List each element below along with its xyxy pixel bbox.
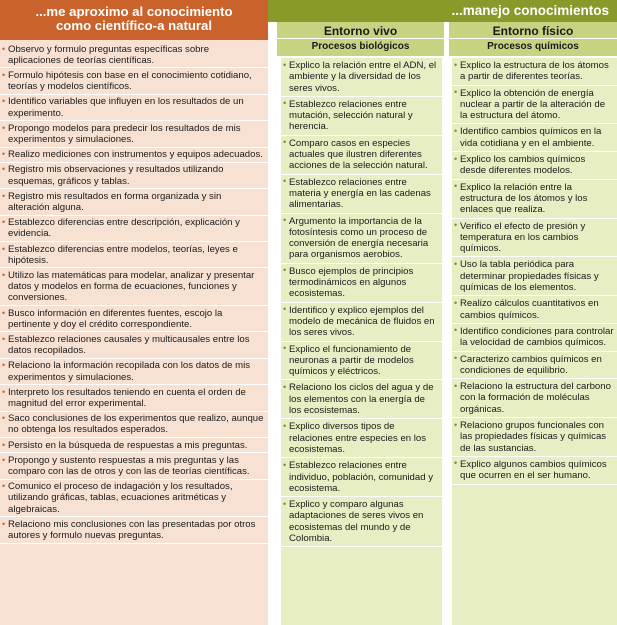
bullet-icon: •: [283, 98, 287, 109]
item-text: Relaciono grupos funcionales con las propiedades físicas y químicas de las sustancias.: [460, 420, 607, 454]
entorno-fisico-item: [452, 352, 617, 380]
entorno-vivo-item: [281, 136, 442, 175]
bullet-icon: •: [2, 96, 6, 107]
item-text: Establezco diferencias entre descripción, explicación y evidencia.: [8, 217, 240, 240]
bullet-icon: •: [283, 215, 287, 226]
entorno-fisico-item: [452, 180, 617, 219]
item-text: Saco conclusiones de los experimentos que realizo, aunque no obtenga los resultados esperados.: [8, 413, 264, 436]
bullet-icon: •: [454, 458, 458, 469]
bullet-icon: •: [283, 381, 287, 392]
entorno-vivo-item: [281, 497, 442, 547]
bullet-icon: •: [454, 125, 458, 136]
bullet-icon: •: [2, 360, 6, 371]
bullet-icon: •: [2, 518, 6, 529]
bullet-icon: •: [2, 454, 6, 465]
bullet-icon: •: [283, 176, 287, 187]
item-text: Explico diversos tipos de relaciones entre especies en los ecosistemas.: [289, 421, 427, 455]
item-text: Interpreto los resultados teniendo en cuenta el orden de magnitud del error experimental.: [8, 386, 246, 409]
bullet-icon: •: [2, 149, 6, 160]
left-list-item: [0, 68, 268, 94]
bullet-icon: •: [283, 343, 287, 354]
entorno-vivo-header: [277, 22, 444, 56]
bullet-icon: •: [2, 481, 6, 492]
right-header: ...manejo conocimientos: [268, 0, 617, 22]
bullet-icon: •: [283, 498, 287, 509]
left-column-header: [0, 0, 268, 40]
bullet-icon: •: [283, 459, 287, 470]
left-list-item: [0, 95, 268, 121]
entorno-vivo-title: Entorno vivo: [277, 22, 444, 39]
bullet-icon: •: [2, 164, 6, 175]
entorno-fisico-item: [452, 457, 617, 485]
left-list-item: [0, 189, 268, 215]
item-text: Uso la tabla periódica para determinar propiedades físicas y químicas de los elementos.: [460, 259, 599, 294]
bullet-icon: •: [283, 304, 287, 315]
bullet-icon: •: [2, 243, 6, 254]
item-text: Establezco diferencias entre modelos, teorías, leyes e hipótesis.: [8, 243, 238, 266]
item-text: Explico la obtención de energía nuclear a partir de la alteración de la estructura del átomo.: [460, 87, 606, 122]
entorno-fisico-item: [452, 379, 617, 418]
bullet-icon: •: [283, 420, 287, 431]
left-column: [0, 0, 268, 625]
bullet-icon: •: [454, 297, 458, 308]
item-text: Relaciono mis conclusiones con las presentadas por otros autores y formulo nuevas preguntas.: [8, 518, 256, 542]
item-text: Explico la relación entre la estructura de los átomos y los enlaces que realiza.: [460, 181, 588, 216]
bullet-icon: •: [454, 419, 458, 430]
left-list-item: [0, 42, 268, 68]
item-text: Establezco relaciones entre materia y energía en las cadenas alimentarias.: [289, 176, 431, 211]
left-list-item: [0, 359, 268, 385]
left-list-item: [0, 268, 268, 306]
entorno-fisico-item: [452, 58, 617, 86]
left-list-item: [0, 480, 268, 518]
bullet-icon: •: [454, 59, 458, 70]
entorno-vivo-item: [281, 214, 442, 264]
item-text: Comunico el proceso de indagación y los resultados, utilizando gráficas, tablas, ecuaciones aritméticas y algebraicas.: [8, 481, 233, 515]
entorno-fisico-title: Entorno físico: [449, 22, 617, 39]
item-text: Busco información en diferentes fuentes, escojo la pertinente y doy el crédito correspondiente.: [8, 307, 223, 330]
entorno-vivo-item: [281, 303, 442, 342]
left-title-line-1: ...me aproximo al conocimiento: [35, 4, 233, 19]
bullet-icon: •: [454, 380, 458, 391]
entorno-vivo-item: [281, 419, 442, 458]
bullet-icon: •: [2, 217, 6, 228]
entorno-fisico-item: [452, 324, 617, 352]
entorno-vivo-item: [281, 58, 442, 97]
entorno-fisico-header: [449, 22, 617, 56]
entorno-vivo-item: [281, 97, 442, 136]
item-text: Identifico variables que influyen en los resultados de un experimento.: [8, 96, 244, 119]
bullet-icon: •: [2, 269, 6, 280]
bullet-icon: •: [2, 43, 6, 54]
item-text: Identifico cambios químicos en la vida cotidiana y en el ambiente.: [460, 126, 602, 149]
procesos-biologicos-title: Procesos biológicos: [311, 41, 410, 52]
item-text: Propongo modelos para predecir los resultados de mis experimentos y simulaciones.: [8, 122, 241, 145]
left-list-item: [0, 163, 268, 189]
item-text: Persisto en la búsqueda de respuestas a mis preguntas.: [8, 439, 248, 451]
bullet-icon: •: [283, 265, 287, 276]
left-list-item: [0, 332, 268, 358]
left-list-item: [0, 412, 268, 438]
item-text: Relaciono los ciclos del agua y de los elementos con la energía de los ecosistemas.: [289, 382, 434, 417]
entorno-fisico-item: [452, 418, 617, 457]
entorno-fisico-item: [452, 219, 617, 258]
left-item-list: [0, 40, 268, 625]
bullet-icon: •: [454, 181, 458, 192]
item-text: Explico la estructura de los átomos a partir de diferentes teorías.: [460, 60, 609, 83]
item-text: Explico algunos cambios químicos que ocurren en el ser humano.: [460, 458, 607, 482]
entorno-vivo-item: [281, 175, 442, 214]
left-title-line-2: como científico-a natural: [55, 18, 213, 33]
item-text: Observo y formulo preguntas específicas sobre aplicaciones de teorías científicas.: [8, 43, 210, 66]
bullet-icon: •: [2, 69, 6, 80]
bullet-icon: •: [454, 87, 458, 98]
entorno-vivo-list: [281, 58, 442, 625]
item-text: Relaciono la estructura del carbono con la formación de moléculas orgánicas.: [460, 381, 611, 415]
bullet-icon: •: [2, 413, 6, 424]
entorno-vivo-item: [281, 342, 442, 381]
bullet-icon: •: [454, 220, 458, 231]
item-text: Explico y comparo algunas adaptaciones de seres vivos en ecosistemas del mundo y de Colombia.: [289, 499, 424, 544]
entorno-vivo-item: [281, 380, 442, 419]
item-text: Identifico condiciones para controlar la velocidad de cambios químicos.: [460, 325, 614, 349]
item-text: Explico los cambios químicos desde diferentes modelos.: [460, 154, 586, 177]
item-text: Utilizo las matemáticas para modelar, analizar y presentar datos y modelos en forma de ecuaciones, funciones y conversiones.: [8, 269, 255, 304]
bullet-icon: •: [283, 59, 287, 70]
item-text: Registro mis resultados en forma organizada y sin alteración alguna.: [8, 190, 222, 213]
procesos-quimicos-title: Procesos químicos: [487, 41, 579, 52]
item-text: Caracterizo cambios químicos en condiciones de equilibrio.: [460, 353, 602, 376]
left-list-item: [0, 517, 268, 543]
left-list-item: [0, 453, 268, 479]
bullet-icon: •: [2, 190, 6, 201]
bullet-icon: •: [454, 258, 458, 269]
bullet-icon: •: [454, 353, 458, 364]
item-text: Identifico y explico ejemplos del modelo de mecánica de fluidos en los seres vivos.: [289, 304, 435, 339]
entorno-fisico-item: [452, 257, 617, 296]
bullet-icon: •: [454, 153, 458, 164]
bullet-icon: •: [2, 439, 6, 450]
bullet-icon: •: [2, 122, 6, 133]
left-list-item: [0, 216, 268, 242]
bullet-icon: •: [2, 333, 6, 344]
bullet-icon: •: [2, 386, 6, 397]
left-list-item: [0, 242, 268, 268]
left-list-item: [0, 438, 268, 453]
left-list-item: [0, 306, 268, 332]
left-list-item: [0, 385, 268, 411]
item-text: Establezco relaciones causales y multicausales entre los datos recopilados.: [8, 333, 250, 357]
item-text: Verifico el efecto de presión y temperatura en los cambios químicos.: [460, 220, 586, 255]
item-text: Establezco relaciones entre mutación, selección natural y herencia.: [289, 98, 413, 133]
entorno-fisico-item: [452, 152, 617, 180]
entorno-vivo-item: [281, 458, 442, 497]
entorno-vivo-item: [281, 264, 442, 303]
entorno-fisico-item: [452, 86, 617, 125]
entorno-fisico-item: [452, 296, 617, 324]
entorno-fisico-item: [452, 124, 617, 152]
item-text: Argumento la importancia de la fotosíntesis como un proceso de conversión de energía necesaria para organismos aerobios.: [289, 215, 429, 261]
bullet-icon: •: [2, 307, 6, 318]
bullet-icon: •: [454, 325, 458, 336]
item-text: Realizo mediciones con instrumentos y equipos adecuados.: [8, 149, 263, 161]
left-list-item: [0, 121, 268, 147]
item-text: Comparo casos en especies actuales que ilustren diferentes acciones de la selección natural.: [289, 137, 428, 172]
entorno-fisico-list: [452, 58, 617, 625]
bullet-icon: •: [283, 137, 287, 148]
item-text: Propongo y sustento respuestas a mis preguntas y las comparo con las de otros y con las de teorías científicas.: [8, 454, 250, 477]
item-text: Relaciono la información recopilada con los datos de mis experimentos y simulaciones.: [8, 360, 251, 383]
item-text: Realizo cálculos cuantitativos en cambios químicos.: [460, 298, 599, 321]
item-text: Formulo hipótesis con base en el conocimiento cotidiano, teorías y modelos científicos.: [8, 69, 252, 93]
item-text: Busco ejemplos de principios termodinámicos en algunos ecosistemas.: [289, 265, 414, 300]
item-text: Establezco relaciones entre individuo, población, comunidad y ecosistema.: [289, 460, 433, 494]
left-list-item: [0, 148, 268, 163]
item-text: Explico el funcionamiento de neuronas a partir de modelos químicos y eléctricos.: [289, 343, 414, 378]
item-text: Explico la relación entre el ADN, el ambiente y la diversidad de los seres vivos.: [289, 60, 437, 94]
item-text: Registro mis observaciones y resultados utilizando esquemas, gráficos y tablas.: [8, 164, 224, 187]
